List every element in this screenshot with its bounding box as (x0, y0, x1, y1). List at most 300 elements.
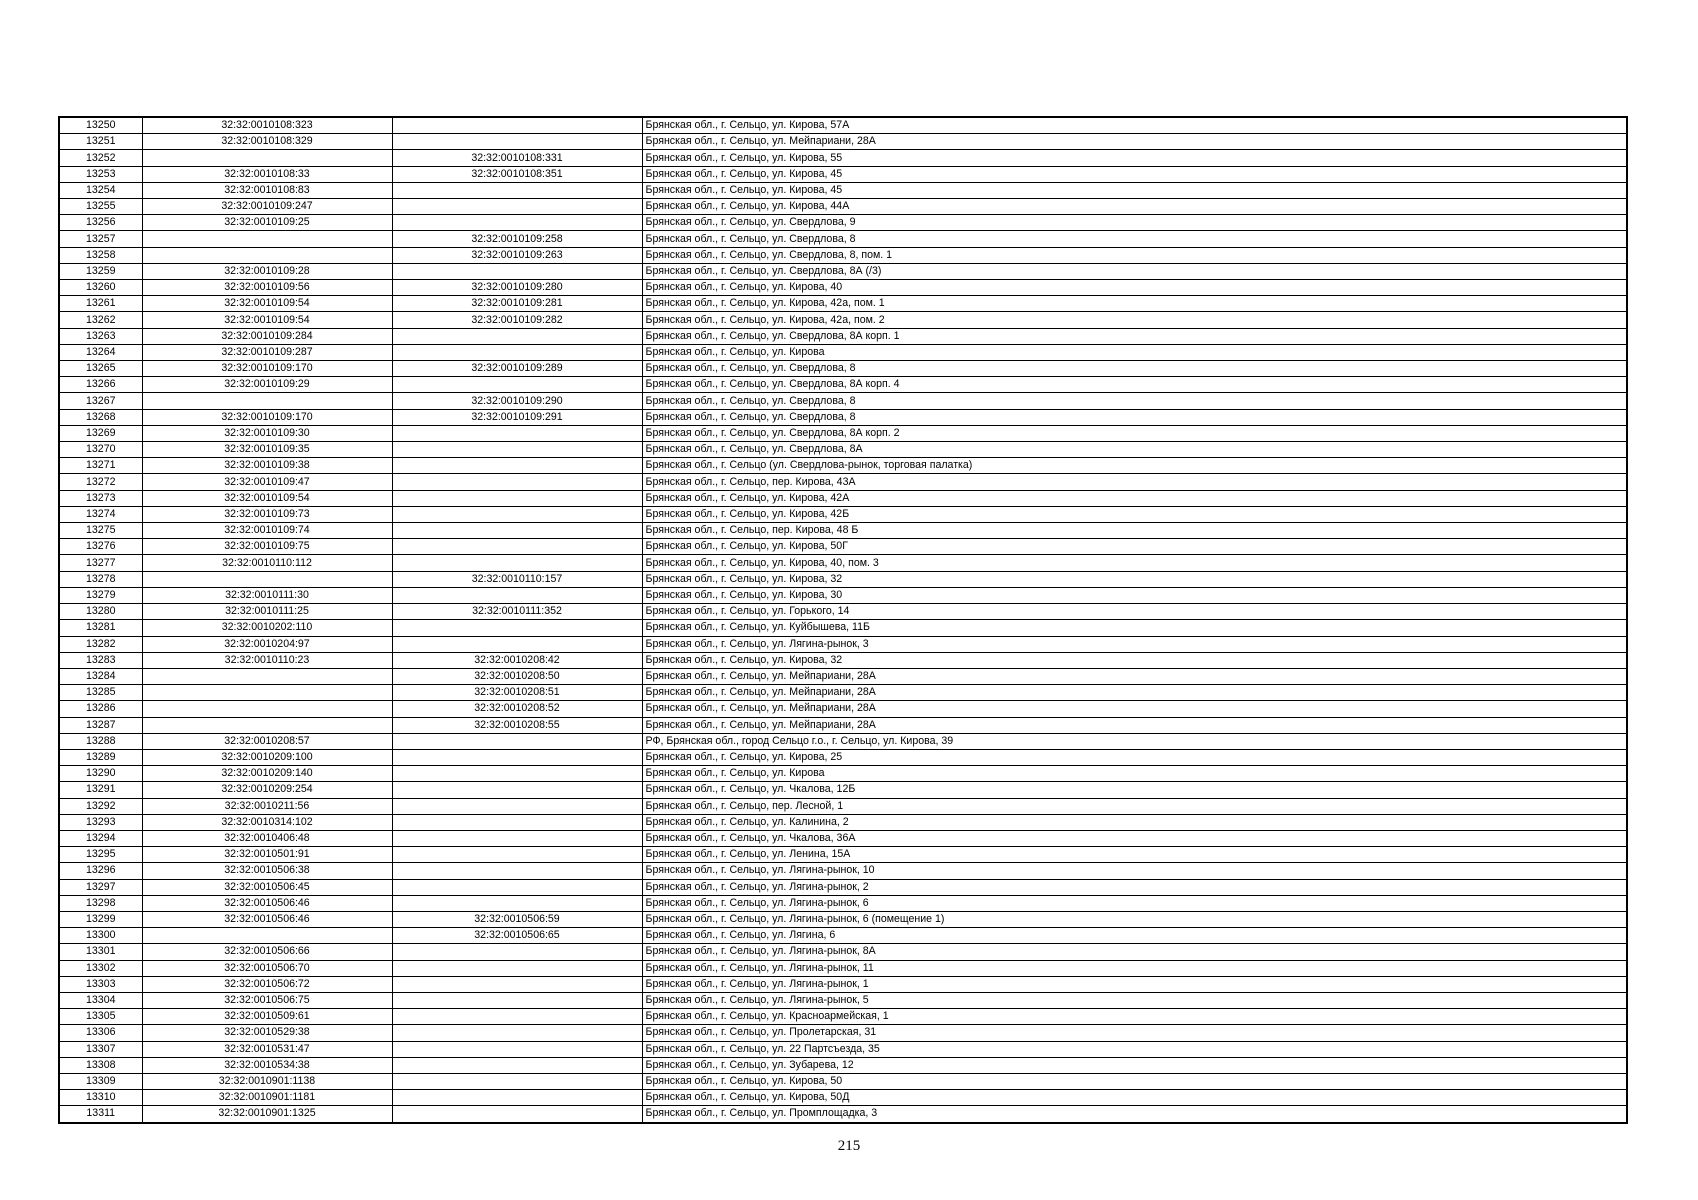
address-cell: Брянская обл., г. Сельцо, ул. Кирова, 42А (642, 490, 1627, 506)
record-number-cell: 13284 (59, 668, 142, 684)
secondary-cadastral-number-cell: 32:32:0010110:157 (392, 571, 642, 587)
address-cell: Брянская обл., г. Сельцо, ул. Кирова, 50 (642, 1073, 1627, 1089)
secondary-cadastral-number-cell (392, 814, 642, 830)
cadastral-number-cell (142, 247, 392, 263)
table-row (59, 928, 1627, 944)
cadastral-number-cell (142, 668, 392, 684)
cadastral-number-cell: 32:32:0010108:323 (142, 117, 392, 134)
table-row (59, 749, 1627, 765)
table-row (59, 571, 1627, 587)
record-number-cell: 13259 (59, 263, 142, 279)
cadastral-number-cell: 32:32:0010109:38 (142, 458, 392, 474)
address-cell: Брянская обл., г. Сельцо, ул. Кирова, 42а, пом. 2 (642, 312, 1627, 328)
secondary-cadastral-number-cell (392, 328, 642, 344)
record-number-cell: 13254 (59, 182, 142, 198)
secondary-cadastral-number-cell (392, 1090, 642, 1106)
table-row (59, 620, 1627, 636)
secondary-cadastral-number-cell: 32:32:0010208:52 (392, 701, 642, 717)
address-cell: Брянская обл., г. Сельцо, ул. Кирова (642, 766, 1627, 782)
cadastral-number-cell: 32:32:0010109:35 (142, 442, 392, 458)
address-cell: Брянская обл., г. Сельцо, ул. Кирова, 45 (642, 182, 1627, 198)
table-row (59, 1073, 1627, 1089)
cadastral-number-cell: 32:32:0010208:57 (142, 733, 392, 749)
secondary-cadastral-number-cell: 32:32:0010506:65 (392, 928, 642, 944)
table-row (59, 1090, 1627, 1106)
address-cell: Брянская обл., г. Сельцо, ул. Калинина, 2 (642, 814, 1627, 830)
address-cell: Брянская обл., г. Сельцо, ул. Мейпариани, 28А (642, 685, 1627, 701)
record-number-cell: 13268 (59, 409, 142, 425)
record-number-cell: 13258 (59, 247, 142, 263)
cadastral-number-cell: 32:32:0010109:284 (142, 328, 392, 344)
secondary-cadastral-number-cell: 32:32:0010109:291 (392, 409, 642, 425)
registry-table (58, 116, 1628, 1124)
table-row (59, 863, 1627, 879)
record-number-cell: 13305 (59, 1009, 142, 1025)
address-cell: Брянская обл., г. Сельцо, ул. Лягина-рынок, 3 (642, 636, 1627, 652)
cadastral-number-cell: 32:32:0010209:140 (142, 766, 392, 782)
table-row (59, 847, 1627, 863)
table-row (59, 312, 1627, 328)
secondary-cadastral-number-cell (392, 636, 642, 652)
address-cell: РФ, Брянская обл., город Сельцо г.о., г. Сельцо, ул. Кирова, 39 (642, 733, 1627, 749)
secondary-cadastral-number-cell (392, 782, 642, 798)
secondary-cadastral-number-cell (392, 1041, 642, 1057)
table-row (59, 766, 1627, 782)
record-number-cell: 13250 (59, 117, 142, 134)
cadastral-number-cell: 32:32:0010109:170 (142, 361, 392, 377)
record-number-cell: 13270 (59, 442, 142, 458)
record-number-cell: 13296 (59, 863, 142, 879)
record-number-cell: 13307 (59, 1041, 142, 1057)
record-number-cell: 13294 (59, 830, 142, 846)
cadastral-number-cell: 32:32:0010109:54 (142, 490, 392, 506)
address-cell: Брянская обл., г. Сельцо, ул. Свердлова, 8 (642, 231, 1627, 247)
secondary-cadastral-number-cell (392, 992, 642, 1008)
cadastral-number-cell: 32:32:0010109:74 (142, 523, 392, 539)
cadastral-number-cell: 32:32:0010506:45 (142, 879, 392, 895)
record-number-cell: 13276 (59, 539, 142, 555)
address-cell: Брянская обл., г. Сельцо, ул. Свердлова, 8, пом. 1 (642, 247, 1627, 263)
address-cell: Брянская обл., г. Сельцо, ул. Кирова, 40 (642, 280, 1627, 296)
cadastral-number-cell: 32:32:0010108:33 (142, 166, 392, 182)
cadastral-number-cell: 32:32:0010506:75 (142, 992, 392, 1008)
secondary-cadastral-number-cell: 32:32:0010108:351 (392, 166, 642, 182)
record-number-cell: 13293 (59, 814, 142, 830)
cadastral-number-cell: 32:32:0010901:1325 (142, 1106, 392, 1123)
record-number-cell: 13286 (59, 701, 142, 717)
cadastral-number-cell: 32:32:0010111:25 (142, 604, 392, 620)
table-row (59, 879, 1627, 895)
cadastral-number-cell: 32:32:0010109:54 (142, 296, 392, 312)
record-number-cell: 13309 (59, 1073, 142, 1089)
table-row (59, 976, 1627, 992)
cadastral-number-cell: 32:32:0010506:66 (142, 944, 392, 960)
cadastral-number-cell: 32:32:0010109:29 (142, 377, 392, 393)
cadastral-number-cell: 32:32:0010108:83 (142, 182, 392, 198)
cadastral-number-cell: 32:32:0010506:72 (142, 976, 392, 992)
table-row (59, 1025, 1627, 1041)
address-cell: Брянская обл., г. Сельцо, ул. Кирова, 32 (642, 571, 1627, 587)
table-row (59, 1106, 1627, 1123)
cadastral-number-cell: 32:32:0010901:1138 (142, 1073, 392, 1089)
record-number-cell: 13277 (59, 555, 142, 571)
cadastral-number-cell: 32:32:0010109:170 (142, 409, 392, 425)
address-cell: Брянская обл., г. Сельцо, ул. Свердлова, 8А корп. 4 (642, 377, 1627, 393)
table-row (59, 425, 1627, 441)
cadastral-number-cell: 32:32:0010109:287 (142, 344, 392, 360)
cadastral-number-cell: 32:32:0010109:25 (142, 215, 392, 231)
cadastral-number-cell: 32:32:0010506:70 (142, 960, 392, 976)
table-row (59, 117, 1627, 134)
secondary-cadastral-number-cell (392, 263, 642, 279)
record-number-cell: 13257 (59, 231, 142, 247)
table-row (59, 490, 1627, 506)
record-number-cell: 13267 (59, 393, 142, 409)
record-number-cell: 13279 (59, 587, 142, 603)
secondary-cadastral-number-cell: 32:32:0010109:282 (392, 312, 642, 328)
record-number-cell: 13287 (59, 717, 142, 733)
address-cell: Брянская обл., г. Сельцо, пер. Кирова, 48 Б (642, 523, 1627, 539)
secondary-cadastral-number-cell (392, 895, 642, 911)
table-row (59, 668, 1627, 684)
secondary-cadastral-number-cell (392, 1025, 642, 1041)
address-cell: Брянская обл., г. Сельцо, ул. Куйбышева, 11Б (642, 620, 1627, 636)
cadastral-number-cell: 32:32:0010110:112 (142, 555, 392, 571)
record-number-cell: 13265 (59, 361, 142, 377)
secondary-cadastral-number-cell (392, 798, 642, 814)
secondary-cadastral-number-cell (392, 879, 642, 895)
cadastral-number-cell (142, 150, 392, 166)
cadastral-number-cell (142, 231, 392, 247)
secondary-cadastral-number-cell (392, 474, 642, 490)
record-number-cell: 13273 (59, 490, 142, 506)
secondary-cadastral-number-cell: 32:32:0010109:263 (392, 247, 642, 263)
address-cell: Брянская обл., г. Сельцо, ул. Зубарева, 12 (642, 1057, 1627, 1073)
table-row (59, 960, 1627, 976)
record-number-cell: 13290 (59, 766, 142, 782)
record-number-cell: 13301 (59, 944, 142, 960)
table-row (59, 506, 1627, 522)
address-cell: Брянская обл., г. Сельцо, ул. 22 Партсъезда, 35 (642, 1041, 1627, 1057)
address-cell: Брянская обл., г. Сельцо, ул. Кирова, 32 (642, 652, 1627, 668)
secondary-cadastral-number-cell (392, 490, 642, 506)
address-cell: Брянская обл., г. Сельцо, ул. Кирова, 25 (642, 749, 1627, 765)
cadastral-number-cell: 32:32:0010109:28 (142, 263, 392, 279)
cadastral-number-cell: 32:32:0010506:46 (142, 895, 392, 911)
cadastral-number-cell: 32:32:0010109:73 (142, 506, 392, 522)
page-number: 215 (837, 1138, 861, 1154)
record-number-cell: 13261 (59, 296, 142, 312)
table-row (59, 733, 1627, 749)
secondary-cadastral-number-cell: 32:32:0010208:50 (392, 668, 642, 684)
table-row (59, 830, 1627, 846)
address-cell: Брянская обл., г. Сельцо, ул. Свердлова, 8 (642, 393, 1627, 409)
cadastral-number-cell (142, 685, 392, 701)
table-row (59, 231, 1627, 247)
address-cell: Брянская обл., г. Сельцо, ул. Кирова, 55 (642, 150, 1627, 166)
table-row (59, 944, 1627, 960)
record-number-cell: 13252 (59, 150, 142, 166)
secondary-cadastral-number-cell (392, 766, 642, 782)
table-row (59, 328, 1627, 344)
cadastral-number-cell: 32:32:0010209:254 (142, 782, 392, 798)
address-cell: Брянская обл., г. Сельцо, пер. Кирова, 43А (642, 474, 1627, 490)
record-number-cell: 13281 (59, 620, 142, 636)
address-cell: Брянская обл., г. Сельцо, ул. Лягина-рынок, 11 (642, 960, 1627, 976)
record-number-cell: 13283 (59, 652, 142, 668)
secondary-cadastral-number-cell (392, 863, 642, 879)
secondary-cadastral-number-cell (392, 620, 642, 636)
secondary-cadastral-number-cell (392, 199, 642, 215)
record-number-cell: 13274 (59, 506, 142, 522)
record-number-cell: 13275 (59, 523, 142, 539)
address-cell: Брянская обл., г. Сельцо, ул. Свердлова, 8 (642, 409, 1627, 425)
address-cell: Брянская обл., г. Сельцо, ул. Кирова, 50Г (642, 539, 1627, 555)
address-cell: Брянская обл., г. Сельцо, ул. Кирова, 40, пом. 3 (642, 555, 1627, 571)
secondary-cadastral-number-cell (392, 377, 642, 393)
secondary-cadastral-number-cell: 32:32:0010109:280 (392, 280, 642, 296)
secondary-cadastral-number-cell (392, 442, 642, 458)
table-row (59, 409, 1627, 425)
table-row (59, 587, 1627, 603)
record-number-cell: 13303 (59, 976, 142, 992)
cadastral-number-cell: 32:32:0010506:38 (142, 863, 392, 879)
record-number-cell: 13297 (59, 879, 142, 895)
address-cell: Брянская обл., г. Сельцо, ул. Мейпариани, 28А (642, 134, 1627, 150)
record-number-cell: 13264 (59, 344, 142, 360)
secondary-cadastral-number-cell: 32:32:0010506:59 (392, 911, 642, 927)
table-row (59, 458, 1627, 474)
cadastral-number-cell: 32:32:0010109:30 (142, 425, 392, 441)
address-cell: Брянская обл., г. Сельцо, ул. Кирова (642, 344, 1627, 360)
table-row (59, 895, 1627, 911)
record-number-cell: 13272 (59, 474, 142, 490)
table-row (59, 442, 1627, 458)
address-cell: Брянская обл., г. Сельцо, ул. Лягина-рынок, 5 (642, 992, 1627, 1008)
table-row (59, 263, 1627, 279)
address-cell: Брянская обл., г. Сельцо, ул. Кирова, 57А (642, 117, 1627, 134)
address-cell: Брянская обл., г. Сельцо, ул. Мейпариани, 28А (642, 701, 1627, 717)
table-row (59, 1009, 1627, 1025)
secondary-cadastral-number-cell (392, 539, 642, 555)
address-cell: Брянская обл., г. Сельцо, ул. Красноармейская, 1 (642, 1009, 1627, 1025)
cadastral-number-cell: 32:32:0010202:110 (142, 620, 392, 636)
secondary-cadastral-number-cell (392, 733, 642, 749)
record-number-cell: 13310 (59, 1090, 142, 1106)
cadastral-number-cell (142, 717, 392, 733)
record-number-cell: 13288 (59, 733, 142, 749)
table-row (59, 1041, 1627, 1057)
secondary-cadastral-number-cell (392, 182, 642, 198)
secondary-cadastral-number-cell (392, 1106, 642, 1123)
record-number-cell: 13306 (59, 1025, 142, 1041)
secondary-cadastral-number-cell (392, 749, 642, 765)
address-cell: Брянская обл., г. Сельцо, ул. Свердлова, 8А (642, 442, 1627, 458)
address-cell: Брянская обл., г. Сельцо, ул. Ленина, 15А (642, 847, 1627, 863)
address-cell: Брянская обл., г. Сельцо, ул. Пролетарская, 31 (642, 1025, 1627, 1041)
table-row (59, 1057, 1627, 1073)
record-number-cell: 13285 (59, 685, 142, 701)
registry-table-body (59, 117, 1627, 1123)
cadastral-number-cell: 32:32:0010109:247 (142, 199, 392, 215)
cadastral-number-cell (142, 393, 392, 409)
record-number-cell: 13304 (59, 992, 142, 1008)
table-row (59, 539, 1627, 555)
address-cell: Брянская обл., г. Сельцо, ул. Лягина-рынок, 10 (642, 863, 1627, 879)
address-cell: Брянская обл., г. Сельцо, ул. Кирова, 42Б (642, 506, 1627, 522)
address-cell: Брянская обл., г. Сельцо, ул. Чкалова, 12Б (642, 782, 1627, 798)
address-cell: Брянская обл., г. Сельцо, ул. Мейпариани, 28А (642, 717, 1627, 733)
table-row (59, 911, 1627, 927)
table-row (59, 523, 1627, 539)
address-cell: Брянская обл., г. Сельцо, ул. Чкалова, 36А (642, 830, 1627, 846)
record-number-cell: 13295 (59, 847, 142, 863)
secondary-cadastral-number-cell: 32:32:0010208:42 (392, 652, 642, 668)
secondary-cadastral-number-cell (392, 117, 642, 134)
secondary-cadastral-number-cell: 32:32:0010109:258 (392, 231, 642, 247)
cadastral-number-cell: 32:32:0010901:1181 (142, 1090, 392, 1106)
address-cell: Брянская обл., г. Сельцо, ул. Свердлова, 8А корп. 1 (642, 328, 1627, 344)
address-cell: Брянская обл., г. Сельцо, ул. Лягина-рынок, 6 (642, 895, 1627, 911)
secondary-cadastral-number-cell (392, 830, 642, 846)
table-row (59, 166, 1627, 182)
record-number-cell: 13253 (59, 166, 142, 182)
record-number-cell: 13299 (59, 911, 142, 927)
cadastral-number-cell: 32:32:0010211:56 (142, 798, 392, 814)
secondary-cadastral-number-cell (392, 847, 642, 863)
table-row (59, 474, 1627, 490)
cadastral-number-cell: 32:32:0010314:102 (142, 814, 392, 830)
record-number-cell: 13266 (59, 377, 142, 393)
record-number-cell: 13282 (59, 636, 142, 652)
secondary-cadastral-number-cell: 32:32:0010208:51 (392, 685, 642, 701)
secondary-cadastral-number-cell (392, 1057, 642, 1073)
record-number-cell: 13255 (59, 199, 142, 215)
table-row (59, 393, 1627, 409)
record-number-cell: 13256 (59, 215, 142, 231)
cadastral-number-cell (142, 571, 392, 587)
cadastral-number-cell: 32:32:0010406:48 (142, 830, 392, 846)
secondary-cadastral-number-cell: 32:32:0010109:289 (392, 361, 642, 377)
cadastral-number-cell: 32:32:0010204:97 (142, 636, 392, 652)
table-row (59, 555, 1627, 571)
table-row (59, 199, 1627, 215)
table-row (59, 296, 1627, 312)
cadastral-number-cell: 32:32:0010529:38 (142, 1025, 392, 1041)
table-row (59, 344, 1627, 360)
secondary-cadastral-number-cell (392, 960, 642, 976)
cadastral-number-cell: 32:32:0010109:56 (142, 280, 392, 296)
record-number-cell: 13291 (59, 782, 142, 798)
address-cell: Брянская обл., г. Сельцо, ул. Промплощадка, 3 (642, 1106, 1627, 1123)
record-number-cell: 13300 (59, 928, 142, 944)
table-row (59, 134, 1627, 150)
address-cell: Брянская обл., г. Сельцо, ул. Кирова, 44А (642, 199, 1627, 215)
secondary-cadastral-number-cell: 32:32:0010111:352 (392, 604, 642, 620)
table-row (59, 604, 1627, 620)
secondary-cadastral-number-cell (392, 944, 642, 960)
secondary-cadastral-number-cell (392, 1073, 642, 1089)
secondary-cadastral-number-cell (392, 555, 642, 571)
secondary-cadastral-number-cell (392, 134, 642, 150)
cadastral-number-cell: 32:32:0010501:91 (142, 847, 392, 863)
record-number-cell: 13271 (59, 458, 142, 474)
table-row (59, 652, 1627, 668)
secondary-cadastral-number-cell (392, 506, 642, 522)
secondary-cadastral-number-cell: 32:32:0010109:281 (392, 296, 642, 312)
address-cell: Брянская обл., г. Сельцо, ул. Свердлова, 8А (/3) (642, 263, 1627, 279)
secondary-cadastral-number-cell: 32:32:0010108:331 (392, 150, 642, 166)
table-row (59, 247, 1627, 263)
secondary-cadastral-number-cell: 32:32:0010208:55 (392, 717, 642, 733)
cadastral-number-cell: 32:32:0010109:47 (142, 474, 392, 490)
address-cell: Брянская обл., г. Сельцо, ул. Кирова, 50Д (642, 1090, 1627, 1106)
record-number-cell: 13298 (59, 895, 142, 911)
record-number-cell: 13311 (59, 1106, 142, 1123)
address-cell: Брянская обл., г. Сельцо, ул. Свердлова, 8 (642, 361, 1627, 377)
record-number-cell: 13302 (59, 960, 142, 976)
address-cell: Брянская обл., г. Сельцо, ул. Горького, 14 (642, 604, 1627, 620)
table-row (59, 361, 1627, 377)
cadastral-number-cell (142, 928, 392, 944)
secondary-cadastral-number-cell: 32:32:0010109:290 (392, 393, 642, 409)
cadastral-number-cell: 32:32:0010509:61 (142, 1009, 392, 1025)
cadastral-number-cell: 32:32:0010110:23 (142, 652, 392, 668)
table-row (59, 798, 1627, 814)
table-row (59, 150, 1627, 166)
address-cell: Брянская обл., г. Сельцо, ул. Лягина-рынок, 8А (642, 944, 1627, 960)
address-cell: Брянская обл., г. Сельцо, ул. Свердлова, 8А корп. 2 (642, 425, 1627, 441)
address-cell: Брянская обл., г. Сельцо (ул. Свердлова-рынок, торговая палатка) (642, 458, 1627, 474)
cadastral-number-cell: 32:32:0010506:46 (142, 911, 392, 927)
secondary-cadastral-number-cell (392, 215, 642, 231)
record-number-cell: 13262 (59, 312, 142, 328)
record-number-cell: 13308 (59, 1057, 142, 1073)
secondary-cadastral-number-cell (392, 976, 642, 992)
address-cell: Брянская обл., г. Сельцо, ул. Мейпариани, 28А (642, 668, 1627, 684)
cadastral-number-cell: 32:32:0010109:75 (142, 539, 392, 555)
address-cell: Брянская обл., г. Сельцо, ул. Кирова, 45 (642, 166, 1627, 182)
table-row (59, 992, 1627, 1008)
secondary-cadastral-number-cell (392, 425, 642, 441)
table-row (59, 782, 1627, 798)
address-cell: Брянская обл., г. Сельцо, пер. Лесной, 1 (642, 798, 1627, 814)
secondary-cadastral-number-cell (392, 587, 642, 603)
record-number-cell: 13278 (59, 571, 142, 587)
table-row (59, 377, 1627, 393)
table-row (59, 636, 1627, 652)
record-number-cell: 13251 (59, 134, 142, 150)
secondary-cadastral-number-cell (392, 458, 642, 474)
secondary-cadastral-number-cell (392, 344, 642, 360)
address-cell: Брянская обл., г. Сельцо, ул. Лягина-рынок, 6 (помещение 1) (642, 911, 1627, 927)
record-number-cell: 13260 (59, 280, 142, 296)
table-row (59, 814, 1627, 830)
address-cell: Брянская обл., г. Сельцо, ул. Лягина, 6 (642, 928, 1627, 944)
record-number-cell: 13280 (59, 604, 142, 620)
secondary-cadastral-number-cell (392, 523, 642, 539)
record-number-cell: 13269 (59, 425, 142, 441)
record-number-cell: 13292 (59, 798, 142, 814)
address-cell: Брянская обл., г. Сельцо, ул. Лягина-рынок, 1 (642, 976, 1627, 992)
record-number-cell: 13263 (59, 328, 142, 344)
table-row (59, 280, 1627, 296)
table-row (59, 182, 1627, 198)
table-row (59, 717, 1627, 733)
record-number-cell: 13289 (59, 749, 142, 765)
table-row (59, 701, 1627, 717)
address-cell: Брянская обл., г. Сельцо, ул. Кирова, 42а, пом. 1 (642, 296, 1627, 312)
